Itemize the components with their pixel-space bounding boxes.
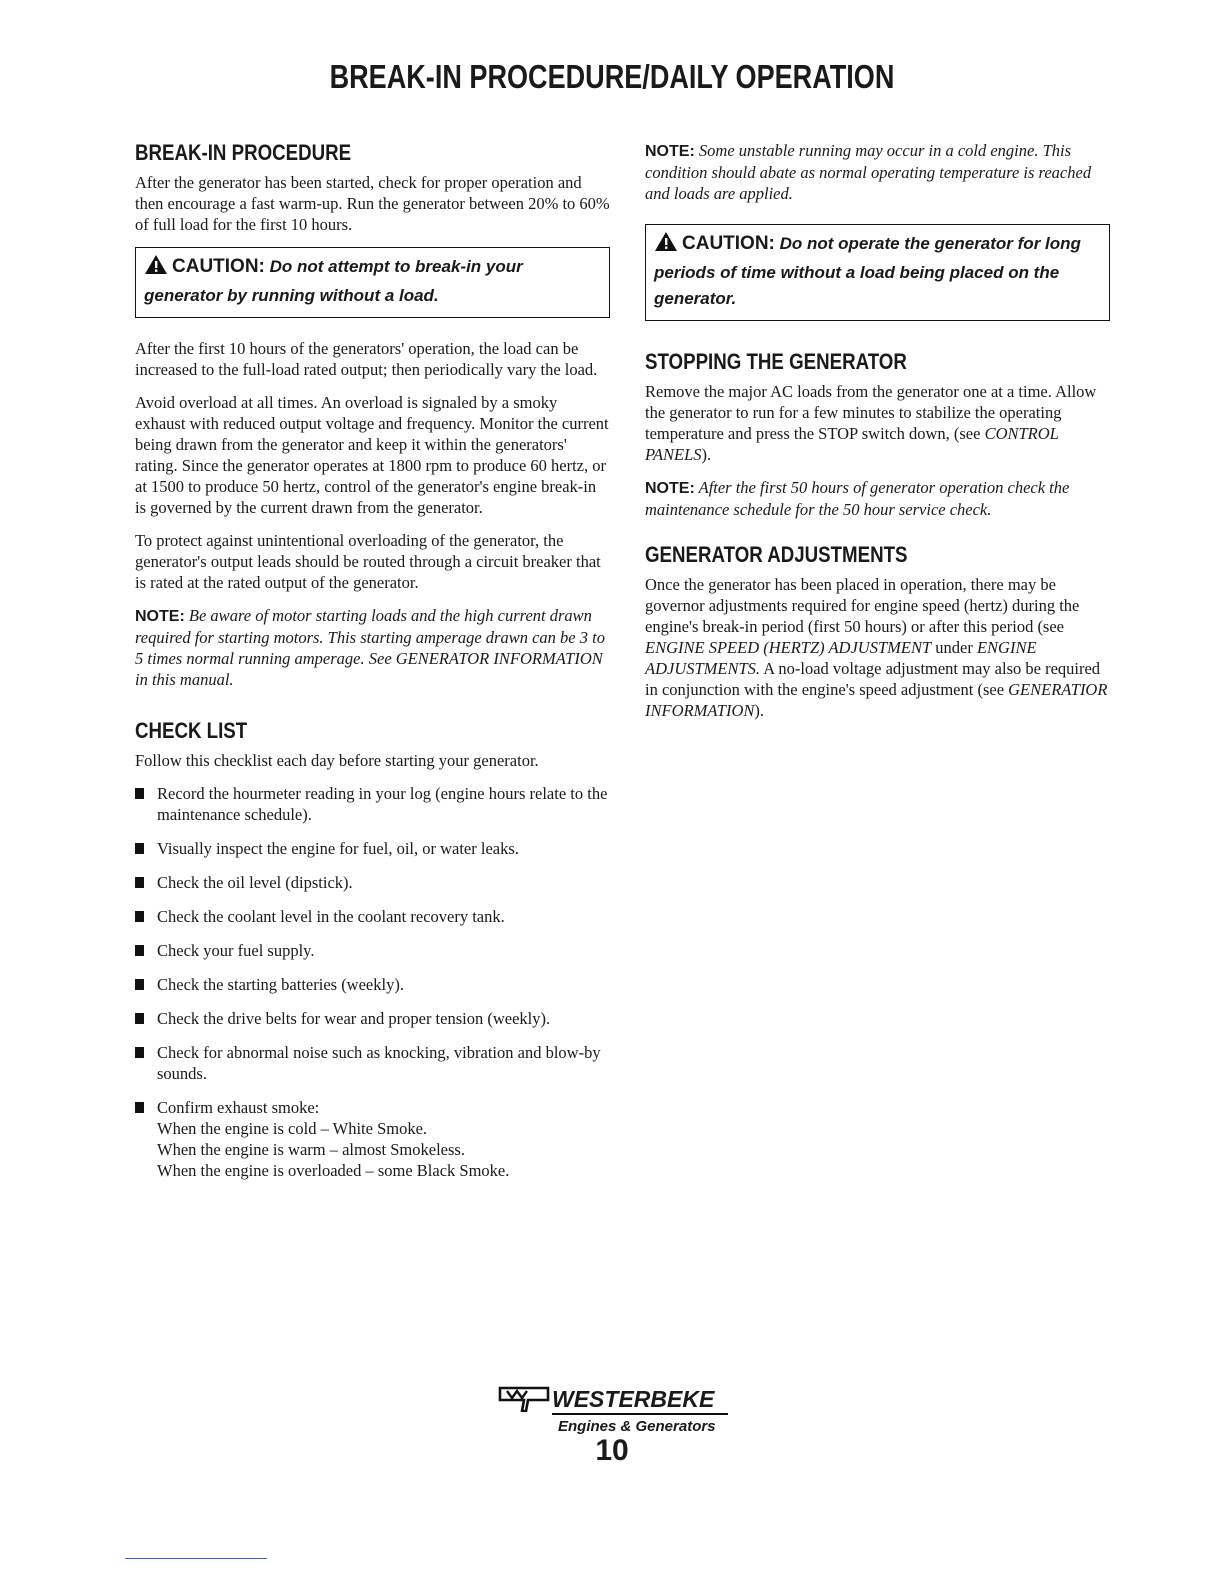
smoke-overloaded: When the engine is overloaded – some Black Smoke. [157, 1161, 510, 1180]
note-text: Some unstable running may occur in a cold engine. This condition should abate as normal operating temperature is reached and loads are applied. [645, 141, 1092, 203]
list-item [135, 1042, 610, 1084]
bullet-icon [135, 877, 144, 888]
checklist-intro: Follow this checklist each day before starting your generator. [135, 751, 539, 770]
list-item-text: Check your fuel supply. [157, 941, 315, 960]
stopping-reference: CONTROL PANELS [645, 424, 1059, 464]
cold-engine-note [645, 140, 1110, 204]
note-text: After the first 50 hours of generator operation check the maintenance schedule for the 50 hour service check. [645, 478, 1070, 519]
list-item-text: Check the drive belts for wear and proper tension (weekly). [157, 1009, 551, 1028]
list-item-text: Check the coolant level in the coolant recovery tank. [157, 907, 505, 926]
break-in-caution-box [135, 247, 610, 318]
break-in-heading: BREAK-IN PROCEDURE [135, 140, 352, 165]
bullet-icon [135, 788, 144, 799]
note-label: NOTE: [645, 143, 695, 160]
stopping-text-end: ). [701, 445, 712, 464]
list-item-text: Check for abnormal noise such as knocking, vibration and blow-by sounds. [157, 1043, 601, 1083]
list-item-smoke [135, 1097, 610, 1181]
overload-paragraph: Avoid overload at all times. An overload is signaled by a smoky exhaust with reduced output voltage and frequency. Monitor the current being drawn from the generator and keep it within the generators' rating. Since the generator operates at 1800 rpm to produce 60 hertz, or at 1500 to produce 50 hertz, control of the generator's engine break-in is governed by the current drawn from the generator. [135, 393, 609, 517]
logo-brand: WESTERBEKE [552, 1386, 728, 1415]
bullet-icon [135, 945, 144, 956]
list-item-text: Visually inspect the engine for fuel, oil, or water leaks. [157, 839, 519, 858]
caution-text: Do not attempt to break-in your generator by running without a load. [144, 257, 523, 305]
smoke-warm: When the engine is warm – almost Smokeless. [157, 1140, 465, 1159]
bullet-icon [135, 911, 144, 922]
stopping-text-body: Remove the major AC loads from the generator one at a time. Allow the generator to run for a few minutes to stabilize the operating temperature and press the STOP switch down, (see [645, 382, 1097, 443]
adjustments-text-1: Once the generator has been placed in operation, there may be governor adjustments required for engine speed (hertz) during the engine's break-in period (first 50 hours) or after this period (see [645, 575, 1080, 636]
right-column [645, 140, 1110, 733]
list-item [135, 872, 610, 893]
stopping-text [645, 381, 1110, 465]
stopping-heading: STOPPING THE GENERATOR [645, 349, 907, 374]
note-label: NOTE: [645, 480, 695, 497]
motor-note [135, 605, 610, 690]
westerbeke-logo [498, 1384, 738, 1435]
left-column [135, 140, 610, 1194]
load-caution-box [645, 224, 1110, 321]
bullet-icon [135, 1013, 144, 1024]
note-label: NOTE: [135, 608, 185, 625]
page-number: 10 [595, 1434, 629, 1467]
logo-mark-icon [498, 1384, 550, 1417]
adjustments-text-4: ). [754, 701, 765, 720]
protect-paragraph: To protect against unintentional overloading of the generator, the generator's output leads should be routed through a circuit breaker that is rated at the rated output of the generator. [135, 531, 601, 592]
note-text: Be aware of motor starting loads and the high current drawn required for starting motors. This starting amperage drawn can be 3 to 5 times normal running amperage. See GENERATOR INFORMATION in this manual. [135, 606, 605, 689]
warning-icon [654, 231, 678, 260]
checklist [135, 783, 610, 1181]
adjustments-text-2: under [931, 638, 977, 657]
list-item-text: Check the oil level (dipstick). [157, 873, 353, 892]
bullet-icon [135, 1102, 144, 1113]
list-item [135, 906, 610, 927]
bullet-icon [135, 1047, 144, 1058]
list-item [135, 940, 610, 961]
list-item [135, 974, 610, 995]
logo-tagline: Engines & Generators [558, 1418, 716, 1435]
adjustments-text [645, 574, 1110, 721]
adjustments-reference-2: ENGINE ADJUSTMENTS. [645, 638, 1037, 678]
load-paragraph: After the first 10 hours of the generators' operation, the load can be increased to the full-load rated output; then periodically vary the load. [135, 339, 598, 379]
caution-text: Do not operate the generator for long periods of time without a load being placed on the generator. [654, 234, 1081, 308]
break-in-intro: After the generator has been started, check for proper operation and then encourage a fast warm-up. Run the generator between 20% to 60% of full load for the first 10 hours. [135, 173, 610, 234]
checklist-heading: CHECK LIST [135, 718, 248, 743]
adjustments-text-3: A no-load voltage adjustment may also be required in conjunction with the engine's speed adjustment (see [645, 659, 1101, 699]
smoke-title: Confirm exhaust smoke: [157, 1098, 320, 1117]
list-item-text: Check the starting batteries (weekly). [157, 975, 404, 994]
bullet-icon [135, 979, 144, 990]
caution-label: CAUTION: [172, 256, 265, 277]
service-note [645, 477, 1110, 520]
smoke-cold: When the engine is cold – White Smoke. [157, 1119, 428, 1138]
page-title: BREAK-IN PROCEDURE/DAILY OPERATION [329, 58, 895, 95]
bottom-rule [125, 1558, 267, 1559]
warning-icon [144, 254, 168, 283]
adjustments-reference-1: ENGINE SPEED (HERTZ) ADJUSTMENT [645, 638, 932, 657]
list-item [135, 838, 610, 859]
list-item-text: Record the hourmeter reading in your log (engine hours relate to the maintenance schedule). [157, 784, 608, 824]
list-item [135, 783, 610, 825]
caution-label: CAUTION: [682, 233, 775, 254]
bullet-icon [135, 843, 144, 854]
adjustments-reference-3: GENERATIOR INFORMATION [645, 680, 1108, 720]
adjustments-heading: GENERATOR ADJUSTMENTS [645, 542, 908, 567]
list-item [135, 1008, 610, 1029]
